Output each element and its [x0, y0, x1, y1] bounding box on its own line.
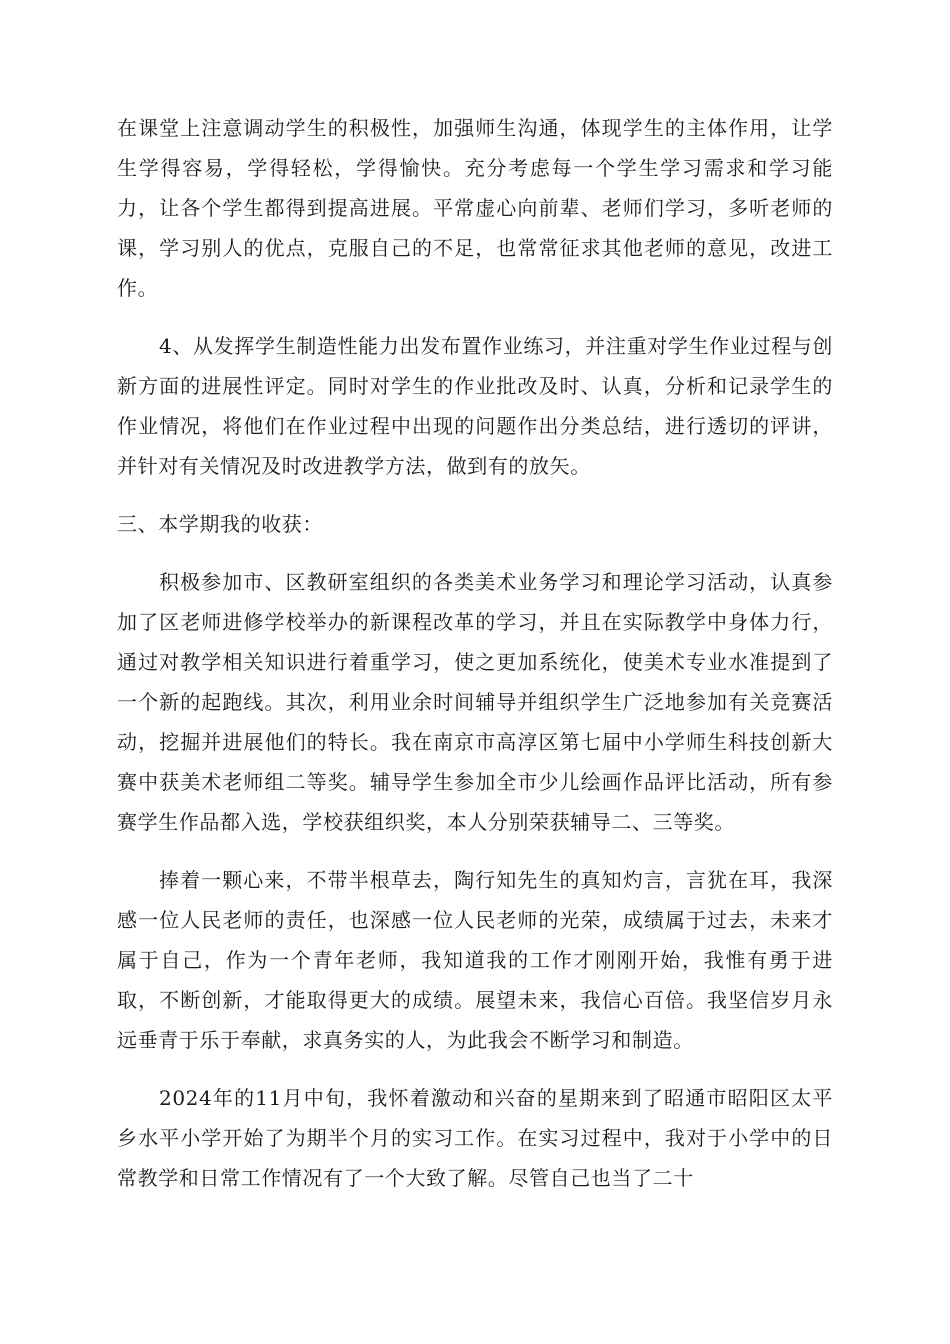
paragraph-professional-study: 积极参加市、区教研室组织的各类美术业务学习和理论学习活动，认真参加了区老师进修学校举办的新课程改革的学习，并且在实际教学中身体力行，通过对教学相关知识进行着重学习，使之更加系统化，使美术专业水准提到了一个新的起跑线。其次，利用业余时间辅导并组织学生广泛地参加有关竞赛活动，挖掘并进展他们的特长。我在南京市高淳区第七届中小学师生科技创新大赛中获美术老师组二等奖。辅导学生参加全市少儿绘画作品评比活动，所有参赛学生作品都入选，学校获组织奖，本人分别荣获辅导二、三等奖。	[117, 570, 833, 834]
section-heading-gains: 三、本学期我的收获：	[117, 512, 323, 536]
document-body	[117, 108, 833, 1216]
paragraph-homework-practice: 4、从发挥学生制造性能力出发布置作业练习，并注重对学生作业过程与创新方面的进展性评定。同时对学生的作业批改及时、认真，分析和记录学生的作业情况，将他们在作业过程中出现的问题作出分类总结，进行透切的评讲，并针对有关情况及时改进教学方法，做到有的放矢。	[117, 334, 833, 478]
paragraph-reflection: 捧着一颗心来，不带半根草去，陶行知先生的真知灼言，言犹在耳，我深感一位人民老师的责任，也深感一位人民老师的光荣，成绩属于过去，未来才属于自己，作为一个青年老师，我知道我的工作才刚刚开始，我惟有勇于进取，不断创新，才能取得更大的成绩。展望未来，我信心百倍。我坚信岁月永远垂青于乐于奉献，求真务实的人，为此我会不断学习和制造。	[117, 868, 833, 1052]
paragraph-internship: 2024年的11月中旬，我怀着激动和兴奋的星期来到了昭通市昭阳区太平乡水平小学开始了为期半个月的实习工作。在实习过程中，我对于小学中的日常教学和日常工作情况有了一个大致了解。尽管自己也当了二十	[117, 1086, 833, 1190]
paragraph-classroom-engagement: 在课堂上注意调动学生的积极性，加强师生沟通，体现学生的主体作用，让学生学得容易，学得轻松，学得愉快。充分考虑每一个学生学习需求和学习能力，让各个学生都得到提高进展。平常虚心向前辈、老师们学习，多听老师的课，学习别人的优点，克服自己的不足，也常常征求其他老师的意见，改进工作。	[117, 116, 833, 300]
